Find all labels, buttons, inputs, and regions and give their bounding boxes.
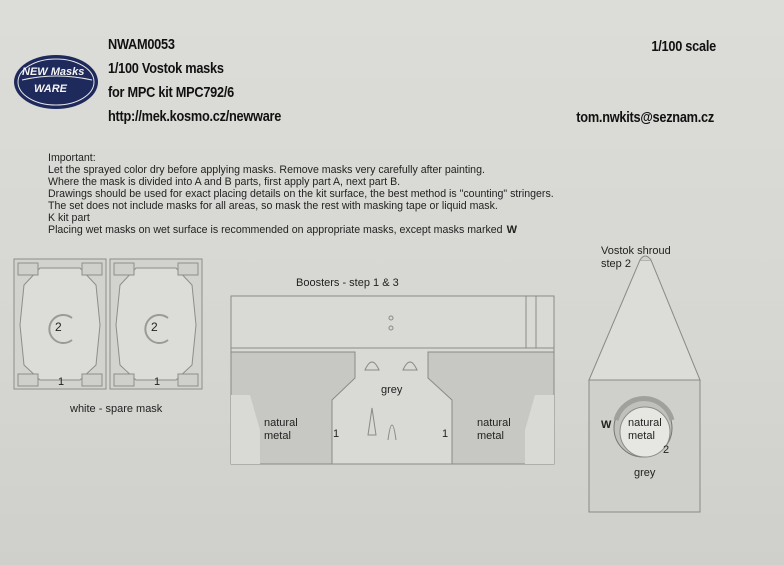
instruction-line: Where the mask is divided into A and B parts, first apply part A, next part B. (48, 176, 401, 188)
product-code: NWAM0053 (108, 36, 175, 53)
shroud-title-1: Vostok shroud (601, 245, 671, 257)
w-mark: W (506, 224, 517, 236)
boosters-title: Boosters - step 1 & 3 (296, 277, 399, 289)
boosters-right-number: 1 (442, 428, 449, 440)
boosters-left-number: 1 (333, 428, 340, 440)
instruction-line: Let the sprayed color dry before applying masks. Remove masks very carefully after painting. (48, 164, 485, 176)
spare-left-number: 2 (55, 320, 62, 334)
boosters-left-label-2: metal (264, 430, 291, 442)
spare-right-number-bottom: 1 (154, 376, 161, 388)
boosters-left-label-1: natural (264, 417, 298, 429)
website-link[interactable]: http://mek.kosmo.cz/newware (108, 108, 282, 125)
instructions-heading: Important: (48, 152, 96, 164)
spare-mask-caption: white - spare mask (70, 403, 163, 415)
brand-logo-shape (14, 55, 98, 109)
shroud-title-2: step 2 (601, 258, 631, 270)
spare-right-number: 2 (151, 320, 158, 334)
shroud-circle-label-2: metal (628, 430, 655, 442)
logo-text-line1: NEW Masks (22, 66, 85, 78)
boosters-right-label-2: metal (477, 430, 504, 442)
instruction-line-wet (48, 224, 554, 236)
kit-reference: for MPC kit MPC792/6 (108, 84, 234, 101)
boosters-right-label-1: natural (477, 417, 511, 429)
email-link[interactable]: tom.nwkits@seznam.cz (576, 109, 714, 126)
instruction-line: Placing wet masks on wet surface is recommended on appropriate masks, except masks marked (48, 224, 503, 236)
instruction-line: The set does not include masks for all areas, so mask the rest with masking tape or liquid mask. (48, 200, 498, 212)
instruction-line: K kit part (48, 212, 90, 224)
boosters-center-label: grey (381, 384, 403, 396)
shroud-circle-label-1: natural (628, 417, 662, 429)
spare-left-number-bottom: 1 (58, 376, 65, 388)
instructions-block (48, 152, 554, 236)
product-title: 1/100 Vostok masks (108, 60, 224, 77)
shroud-circle-number: 2 (663, 444, 670, 456)
shroud-bottom-label: grey (634, 467, 656, 479)
logo-text-line2: WARE (34, 83, 67, 95)
instruction-line: Drawings should be used for exact placing details on the kit surface, the best method is "counting" stringers. (48, 188, 554, 200)
shroud-w-label: W (601, 419, 612, 431)
scale-label: 1/100 scale (651, 38, 716, 55)
